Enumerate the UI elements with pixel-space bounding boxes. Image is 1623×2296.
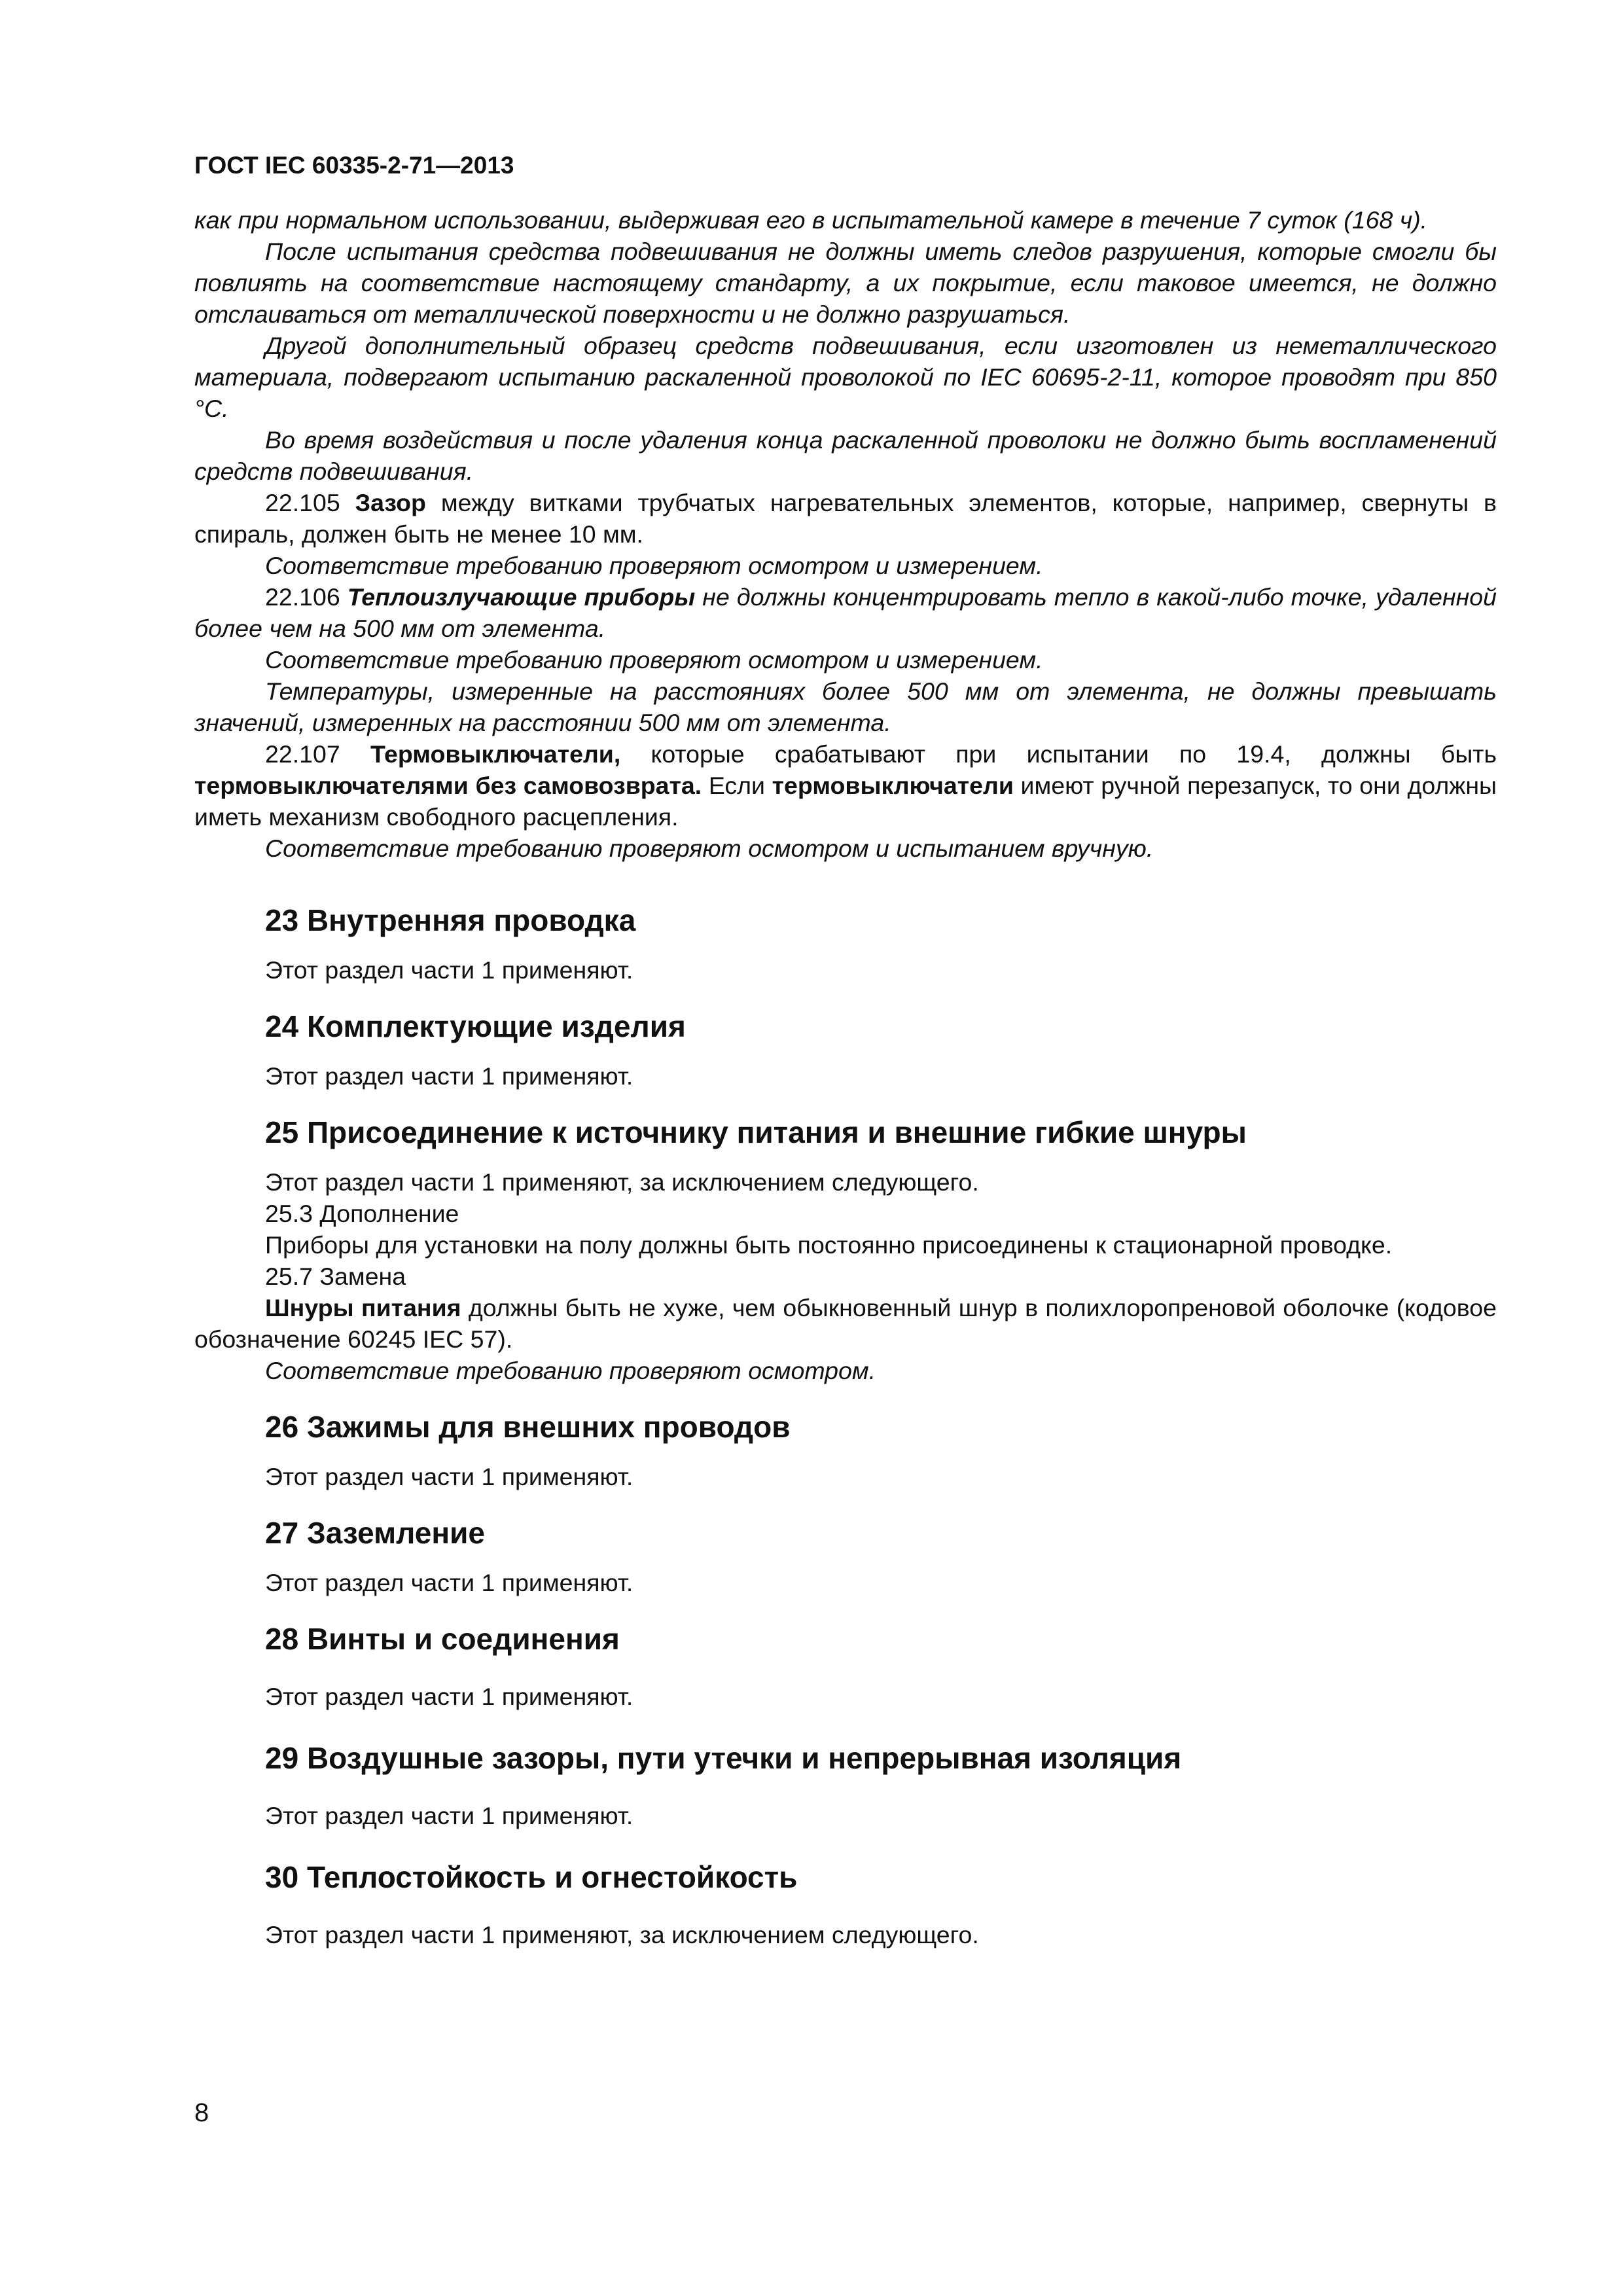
section-heading-23: 23 Внутренняя проводка [265,903,636,937]
subclause-25-7-text [194,1292,1497,1355]
clause-number: 22.105 [265,489,355,516]
clause-text: не должны концентрировать тепло в какой-либо точке, удаленной более чем на 500 мм от элемента. [194,583,1497,642]
defined-term: Теплоизлучающие приборы [347,583,696,611]
section-heading-28: 28 Винты и соединения [265,1622,620,1656]
paragraph-glow-wire: Другой дополнительный образец средств подвешивания, если изготовлен из неметаллического материала, подвергают испытанию раскаленной проволокой по IEC 60695-2-11, которое проводят при 850 °C. [194,332,1497,422]
section-text-27: Этот раздел части 1 применяют. [265,1569,633,1596]
subclause-25-7: 25.7 Замена [265,1263,406,1290]
section-heading-30: 30 Теплостойкость и огнестойкость [265,1860,798,1894]
clause-text: между витками трубчатых нагревательных элементов, которые, например, свернуты в спираль, должен быть не менее 10 мм. [194,489,1497,548]
defined-term: Зазор [355,489,426,516]
section-heading-27: 27 Заземление [265,1516,486,1550]
compliance-check: Соответствие требованию проверяют осмотром и измерением. [265,646,1043,673]
page-number: 8 [194,2098,209,2127]
defined-term: термовыключателями без самовозврата. [194,772,702,799]
defined-term: Термовыключатели, [370,740,621,768]
section-text-30: Этот раздел части 1 применяют, за исключением следующего. [265,1921,979,1948]
clause-22-106 [194,581,1497,644]
paragraph-continuation: как при нормальном использовании, выдерживая его в испытательной камере в течение 7 суток (168 ч). [194,206,1428,234]
section-heading-25: 25 Присоединение к источнику питания и внешние гибкие шнуры [265,1115,1247,1149]
section-text-26: Этот раздел части 1 применяют. [265,1463,633,1490]
compliance-check: Соответствие требованию проверяют осмотром и измерением. [265,552,1043,579]
clause-text: которые срабатывают при испытании по 19.4, должны быть [620,740,1497,768]
defined-term: термовыключатели [772,772,1014,799]
clause-text: Если [702,772,772,799]
section-text-25: Этот раздел части 1 применяют, за исключением следующего. [265,1168,979,1196]
clause-text: имеют ручной перезапуск, то они должны иметь механизм свободного расцепления. [194,772,1497,831]
section-heading-24: 24 Комплектующие изделия [265,1009,686,1043]
clause-22-107 [194,738,1497,833]
clause-22-105 [194,487,1497,550]
section-heading-26: 26 Зажимы для внешних проводов [265,1410,791,1444]
section-text-28: Этот раздел части 1 применяют. [265,1683,633,1710]
section-text-24: Этот раздел части 1 применяют. [265,1062,633,1090]
compliance-check: Соответствие требованию проверяют осмотром и испытанием вручную. [265,834,1154,862]
paragraph-temperatures: Температуры, измеренные на расстояниях более 500 мм от элемента, не должны превышать значений, измеренных на расстоянии 500 мм от элемента. [194,677,1497,736]
compliance-check: Соответствие требованию проверяют осмотром. [265,1357,876,1384]
section-heading-29: 29 Воздушные зазоры, пути утечки и непрерывная изоляция [265,1741,1182,1775]
clause-text: должны быть не хуже, чем обыкновенный шнур в полихлоропреновой оболочке (кодовое обозначение 60245 IEC 57). [194,1294,1497,1353]
paragraph-ignition: Во время воздействия и после удаления конца раскаленной проволоки не должно быть воспламенений средств подвешивания. [194,426,1497,485]
subclause-25-3: 25.3 Дополнение [265,1200,459,1227]
document-body [194,204,1497,1950]
subclause-25-3-text: Приборы для установки на полу должны быть постоянно присоединены к стационарной проводке. [265,1231,1393,1259]
defined-term: Шнуры питания [265,1294,461,1321]
paragraph-after-test: После испытания средства подвешивания не должны иметь следов разрушения, которые смогли бы повлиять на соответствие настоящему стандарту, а их покрытие, если таковое имеется, не должно отслаиваться от металлической поверхности и не должно разрушаться. [194,238,1497,328]
document-header: ГОСТ IEC 60335-2-71—2013 [194,152,514,179]
section-text-29: Этот раздел части 1 применяют. [265,1802,633,1829]
clause-number: 22.107 [265,740,370,768]
section-text-23: Этот раздел части 1 применяют. [265,956,633,984]
clause-number: 22.106 [265,583,348,611]
